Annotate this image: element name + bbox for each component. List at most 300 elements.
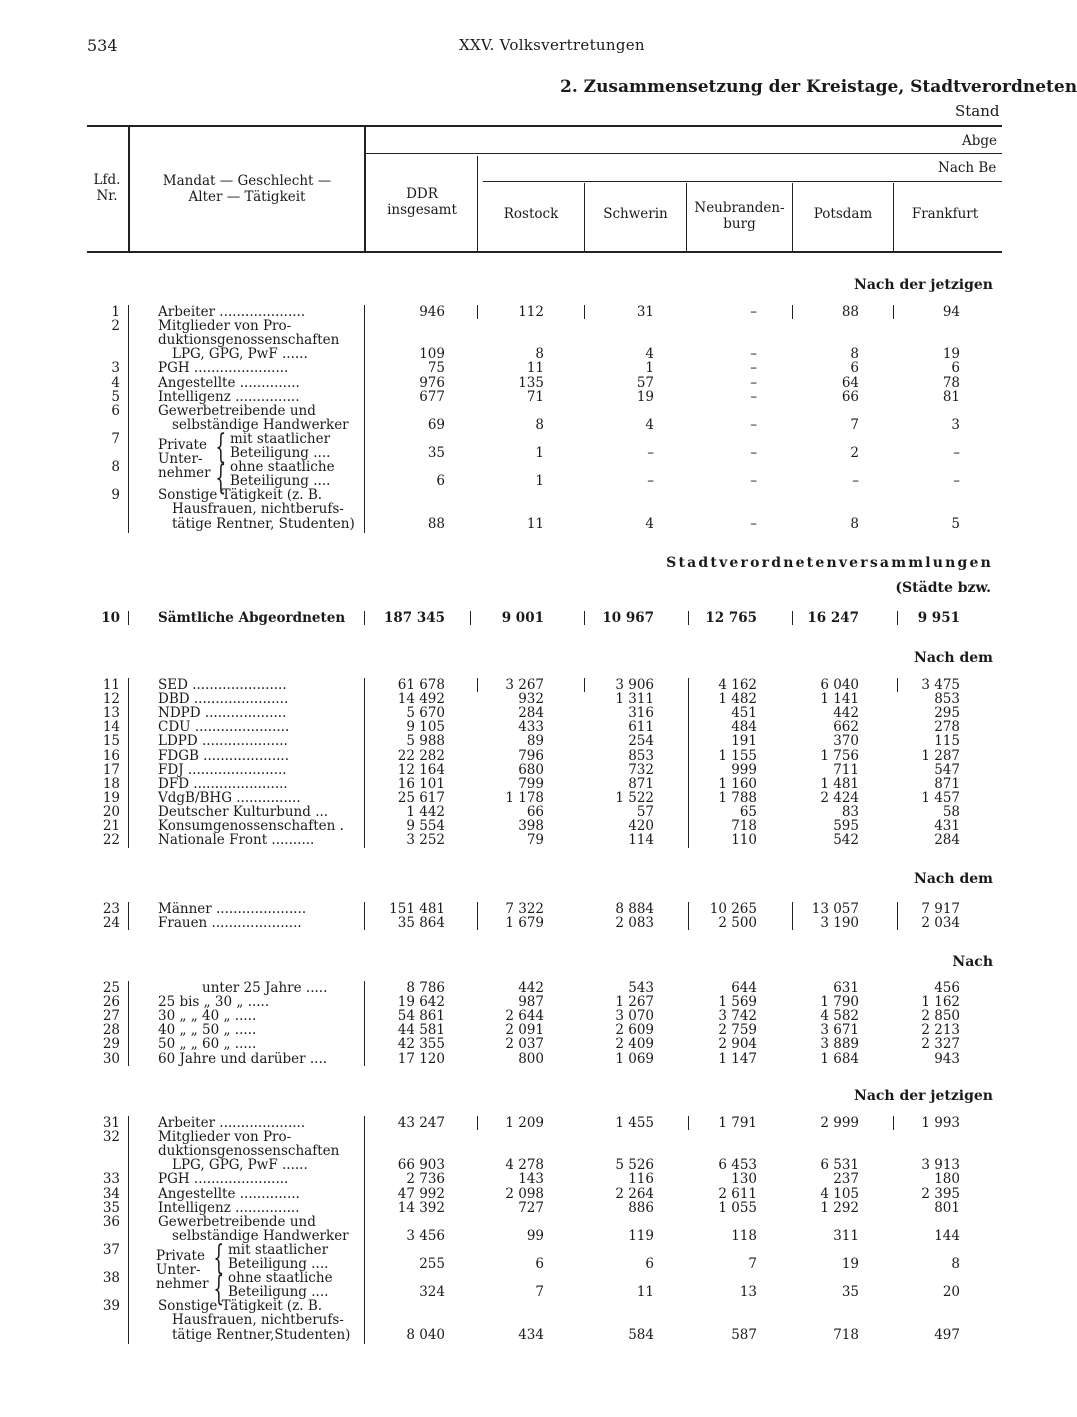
cell-col-3: 4 162: [718, 677, 757, 693]
row-label: Mitglieder von Pro-: [158, 318, 292, 335]
row-label: tätige Rentner, Studenten): [172, 515, 355, 532]
row-number: 24: [102, 915, 120, 931]
table-row: [0, 390, 1024, 404]
header-divider-schwerin: [686, 183, 687, 251]
cell-col-2: 57: [636, 803, 654, 820]
brace-2b: {: [213, 1269, 225, 1309]
cell-col-0: 22 282: [397, 747, 445, 764]
cell-col-0: 14 492: [397, 691, 445, 708]
brace-2a: {: [213, 1238, 225, 1278]
cell-col-0: 17 120: [397, 1050, 445, 1067]
cell-col-0: 44 581: [397, 1022, 445, 1039]
cell-col-2: –: [647, 473, 654, 490]
cell-col-3: –: [750, 374, 757, 391]
table-row: [0, 1229, 1024, 1243]
row-number: 4: [111, 374, 120, 391]
table-row-total: [0, 611, 1024, 625]
row-label: Hausfrauen, nichtberufs-: [172, 501, 344, 518]
cell-col-5: 1 287: [921, 747, 960, 764]
header-col-schwerin: Schwerin: [603, 206, 668, 222]
row-label: Frauen .....................: [158, 915, 302, 931]
cell-col-0: 9 105: [406, 719, 445, 736]
cell-col-5: 801: [934, 1199, 960, 1216]
cell-col-5: 943: [934, 1050, 960, 1067]
cell-col-0: 35 864: [397, 915, 445, 931]
cell-col-5: 7 917: [921, 901, 960, 917]
cell-col-0: 66 903: [397, 1157, 445, 1174]
cell-col-5: 295: [934, 705, 960, 722]
cell-col-5: 3: [951, 416, 960, 433]
cell-col-2: 31: [636, 304, 654, 320]
cell-col-2: 254: [628, 733, 654, 750]
cell-col-1: 135: [518, 374, 544, 391]
table-row: [0, 1243, 1024, 1257]
cell-col-1: 71: [526, 388, 544, 405]
cell-col-4: 662: [833, 719, 859, 736]
row-label: Männer .....................: [158, 901, 307, 917]
cell-col-1: 800: [518, 1050, 544, 1067]
table-row: [0, 1144, 1024, 1158]
cell-col-0: 324: [419, 1284, 445, 1301]
cell-col-4: 1 684: [820, 1050, 859, 1067]
cell-col-2: 11: [636, 1284, 654, 1301]
row-number: 13: [102, 705, 120, 722]
cell-col-0: 19 642: [397, 994, 445, 1011]
cell-col-2: 2 409: [615, 1036, 654, 1053]
header-top-rule: [87, 125, 1002, 127]
cell-col-3: 65: [739, 803, 757, 820]
cell-col-2: 4: [645, 416, 654, 433]
row-number: 27: [102, 1008, 120, 1025]
cell-col-0: 5 988: [406, 733, 445, 750]
cell-col-0: 8 786: [406, 980, 445, 996]
cell-col-4: 16 247: [807, 610, 859, 626]
cell-col-4: 442: [833, 705, 859, 722]
cell-col-3: –: [750, 515, 757, 532]
row-number: 29: [102, 1036, 120, 1053]
row-number: 18: [102, 775, 120, 792]
cell-col-3: 999: [731, 761, 757, 778]
row-label: Sonstige Tätigkeit (z. B.: [158, 487, 323, 504]
row-number: 16: [102, 747, 120, 764]
row-label: duktionsgenossenschaften: [158, 332, 340, 349]
row-number: 17: [102, 761, 120, 778]
cell-col-0: 75: [427, 360, 445, 377]
row-label: FDJ .......................: [158, 761, 287, 778]
row-label: selbständige Handwerker: [172, 416, 349, 433]
table-row: [0, 319, 1024, 333]
cell-col-1: 7 322: [505, 901, 544, 917]
table-row: [0, 333, 1024, 347]
cell-col-0: 255: [419, 1256, 445, 1272]
cell-col-5: 81: [942, 388, 960, 405]
cell-col-5: 20: [942, 1284, 960, 1301]
row-label: DFD ......................: [158, 775, 288, 792]
cell-col-5: 9 951: [917, 610, 960, 626]
cell-col-0: 47 992: [397, 1185, 445, 1202]
cell-col-5: 431: [934, 818, 960, 834]
cell-col-3: 130: [731, 1171, 757, 1188]
section-heading-5: Nach: [952, 954, 993, 970]
table-row: [0, 1172, 1024, 1186]
cell-col-0: 16 101: [397, 775, 445, 792]
cell-col-3: 1 569: [718, 994, 757, 1011]
table-row: [0, 777, 1024, 791]
cell-col-5: 2 034: [921, 915, 960, 931]
header-bottom-rule: [87, 251, 1002, 253]
table-row: [0, 1215, 1024, 1229]
table-row: [0, 488, 1024, 502]
cell-col-3: 644: [731, 980, 757, 996]
table-row: [0, 706, 1024, 720]
row-label: PGH ......................: [158, 360, 289, 377]
cell-col-3: –: [750, 416, 757, 433]
row-number: 38: [102, 1270, 120, 1287]
row-number: 32: [102, 1129, 120, 1146]
table-row: [0, 1271, 1024, 1285]
cell-col-1: 796: [518, 747, 544, 764]
table-row: [0, 749, 1024, 763]
stand-label: Stand: [955, 102, 1000, 120]
row-label: Beteiligung ....: [230, 445, 331, 461]
cell-col-0: 88: [427, 515, 445, 532]
cell-col-3: 118: [731, 1227, 757, 1244]
cell-col-1: 442: [518, 980, 544, 996]
cell-col-5: 497: [934, 1326, 960, 1343]
cell-col-4: 19: [841, 1256, 859, 1272]
cell-col-2: 19: [636, 388, 654, 405]
cell-col-2: 4: [645, 346, 654, 363]
table-row: [0, 805, 1024, 819]
header-abge: Abge: [962, 133, 998, 149]
table-row: [0, 791, 1024, 805]
cell-col-3: 1 055: [718, 1199, 757, 1216]
cell-col-5: 1 993: [921, 1115, 960, 1131]
cell-col-5: 2 327: [921, 1036, 960, 1053]
page-number: 534: [87, 36, 118, 55]
row-label: Gewerbetreibende und: [158, 402, 316, 419]
table-row: [0, 1285, 1024, 1299]
cell-col-0: 976: [419, 374, 445, 391]
cell-col-0: 2 736: [406, 1171, 445, 1188]
row-label: ohne staatliche: [230, 459, 335, 476]
cell-col-0: 677: [419, 388, 445, 405]
cell-col-2: 316: [628, 705, 654, 722]
row-label: Beteiligung ....: [228, 1284, 329, 1301]
cell-col-2: 3 070: [615, 1008, 654, 1025]
row-number: 20: [102, 803, 120, 820]
table-row: [0, 404, 1024, 418]
row-label: Angestellte ..............: [158, 1185, 300, 1202]
cell-col-4: 8: [850, 515, 859, 532]
cell-col-4: 370: [833, 733, 859, 750]
row-label: Intelligenz ...............: [158, 388, 300, 405]
cell-col-5: 78: [942, 374, 960, 391]
row-number: 30: [102, 1050, 120, 1067]
table-row: [0, 1201, 1024, 1215]
cell-col-5: 871: [934, 775, 960, 792]
cell-col-5: 278: [934, 719, 960, 736]
cell-col-4: 595: [833, 818, 859, 834]
header-divider-rostock: [584, 183, 585, 251]
row-number: 34: [102, 1185, 120, 1202]
cell-col-5: 456: [934, 980, 960, 996]
cell-col-0: 35: [427, 445, 445, 461]
cell-col-0: 6: [436, 473, 445, 490]
cell-col-3: 2 500: [718, 915, 757, 931]
cell-col-4: 4 105: [820, 1185, 859, 1202]
section-heading-2b: (Städte bzw.: [895, 580, 991, 596]
row-label: SED ......................: [158, 677, 287, 693]
table-row: [0, 678, 1024, 692]
cell-col-1: 284: [518, 705, 544, 722]
cell-col-1: 2 091: [505, 1022, 544, 1039]
row-label: unter 25 Jahre .....: [202, 980, 328, 996]
table-row: [0, 502, 1024, 516]
row-number: 36: [102, 1213, 120, 1230]
cell-col-3: 10 265: [709, 901, 757, 917]
cell-col-1: 2 644: [505, 1008, 544, 1025]
cell-col-2: 584: [628, 1326, 654, 1343]
section-heading-4: Nach dem: [914, 871, 993, 887]
row-number: 35: [102, 1199, 120, 1216]
cell-col-0: 9 554: [406, 818, 445, 834]
brace-1a: {: [215, 427, 227, 467]
cell-col-0: 42 355: [397, 1036, 445, 1053]
cell-col-0: 61 678: [397, 677, 445, 693]
cell-col-1: 99: [526, 1227, 544, 1244]
cell-col-1: 1: [535, 445, 544, 461]
row-label: LDPD ....................: [158, 733, 288, 750]
row-number: 22: [102, 832, 120, 849]
cell-col-3: –: [750, 360, 757, 377]
cell-col-3: –: [750, 304, 757, 320]
private-label-2: Private Unter- nehmer: [156, 1248, 209, 1292]
cell-col-1: 799: [518, 775, 544, 792]
cell-col-5: –: [953, 473, 960, 490]
cell-col-4: –: [852, 473, 859, 490]
header-nach-be: Nach Be: [938, 160, 997, 176]
table-row: [0, 1187, 1024, 1201]
cell-col-1: 66: [526, 803, 544, 820]
cell-col-5: 853: [934, 691, 960, 708]
row-label: Arbeiter ....................: [158, 304, 306, 320]
cell-col-4: 237: [833, 1171, 859, 1188]
cell-col-2: 6: [645, 1256, 654, 1272]
cell-col-3: 110: [731, 832, 757, 849]
cell-col-3: 1 788: [718, 789, 757, 806]
table-row: [0, 517, 1024, 531]
row-label: Arbeiter ....................: [158, 1115, 306, 1131]
row-label: Nationale Front ..........: [158, 832, 315, 849]
table-row: [0, 763, 1024, 777]
table-row: [0, 819, 1024, 833]
row-number: 28: [102, 1022, 120, 1039]
row-number: 1: [111, 304, 120, 320]
cell-col-1: 11: [526, 360, 544, 377]
cell-col-0: 1 442: [406, 803, 445, 820]
cell-col-1: 987: [518, 994, 544, 1011]
cell-col-1: 1: [535, 473, 544, 490]
cell-col-4: 542: [833, 832, 859, 849]
table-row: [0, 460, 1024, 474]
cell-col-5: 19: [942, 346, 960, 363]
row-number: 7: [111, 430, 120, 447]
cell-col-3: 3 742: [718, 1008, 757, 1025]
table-row: [0, 1257, 1024, 1271]
table-row: [0, 305, 1024, 319]
cell-col-0: 25 617: [397, 789, 445, 806]
cell-col-5: 284: [934, 832, 960, 849]
row-number: 37: [102, 1241, 120, 1258]
cell-col-2: 1 069: [615, 1050, 654, 1067]
row-label: LPG, GPG, PwF ......: [172, 346, 308, 363]
header-divider-potsdam: [893, 183, 894, 251]
row-number: 31: [102, 1115, 120, 1131]
cell-col-0: 14 392: [397, 1199, 445, 1216]
cell-col-4: 2 999: [820, 1115, 859, 1131]
section-heading-6: Nach der jetzigen: [854, 1088, 993, 1104]
cell-col-4: 6 040: [820, 677, 859, 693]
cell-col-2: 1: [645, 360, 654, 377]
cell-col-4: 1 790: [820, 994, 859, 1011]
cell-col-1: 2 098: [505, 1185, 544, 1202]
cell-col-4: 2: [850, 445, 859, 461]
row-number: 39: [102, 1298, 120, 1315]
cell-col-3: 2 904: [718, 1036, 757, 1053]
cell-col-4: 1 756: [820, 747, 859, 764]
cell-col-5: 2 213: [921, 1022, 960, 1039]
cell-col-1: 8: [535, 346, 544, 363]
cell-col-2: 732: [628, 761, 654, 778]
cell-col-2: 8 884: [615, 901, 654, 917]
row-label: PGH ......................: [158, 1171, 289, 1188]
table-title: 2. Zusammensetzung der Kreistage, Stadtverordneten: [560, 77, 1077, 97]
table-row: [0, 376, 1024, 390]
row-label: VdgB/BHG ...............: [158, 789, 301, 806]
row-label: Beteiligung ....: [230, 473, 331, 490]
cell-col-3: 191: [731, 733, 757, 750]
cell-col-3: –: [750, 445, 757, 461]
row-label: Mitglieder von Pro-: [158, 1129, 292, 1146]
cell-col-2: 853: [628, 747, 654, 764]
cell-col-1: 7: [535, 1284, 544, 1301]
cell-col-4: 2 424: [820, 789, 859, 806]
cell-col-4: 311: [833, 1227, 859, 1244]
row-label: 30 „ „ 40 „ .....: [158, 1008, 257, 1025]
cell-col-4: 13 057: [811, 901, 859, 917]
row-label: Deutscher Kulturbund ...: [158, 803, 329, 820]
cell-col-2: 420: [628, 818, 654, 834]
cell-col-5: –: [953, 445, 960, 461]
cell-col-1: 89: [526, 733, 544, 750]
section-heading-2: Stadtverordnetenversammlungen: [666, 555, 993, 571]
cell-col-4: 711: [833, 761, 859, 778]
row-number: 14: [102, 719, 120, 736]
brace-1b: {: [215, 458, 227, 498]
cell-col-1: 8: [535, 416, 544, 433]
cell-col-1: 680: [518, 761, 544, 778]
header-col-neubrandenburg: Neubranden- burg: [694, 200, 785, 232]
row-number: 11: [102, 677, 120, 693]
cell-col-3: 12 765: [705, 610, 757, 626]
header-lfd-nr: Lfd. Nr.: [93, 172, 121, 204]
row-number: 23: [102, 901, 120, 917]
cell-col-0: 3 456: [406, 1227, 445, 1244]
cell-col-0: 187 345: [383, 610, 445, 626]
header-col-frankfurt: Frankfurt: [911, 206, 979, 222]
cell-col-3: 484: [731, 719, 757, 736]
row-number: 19: [102, 789, 120, 806]
header-divider-mandat: [364, 127, 366, 251]
cell-col-3: 2 611: [718, 1185, 757, 1202]
cell-col-2: 1 522: [615, 789, 654, 806]
header-divider-neubrandenburg: [792, 183, 793, 251]
cell-col-3: 1 791: [718, 1115, 757, 1131]
row-label: CDU ......................: [158, 719, 290, 736]
header-divider-ddr: [477, 156, 478, 251]
cell-col-3: 1 147: [718, 1050, 757, 1067]
table-row: [0, 902, 1024, 916]
cell-col-5: 3 913: [921, 1157, 960, 1174]
row-label: 25 bis „ 30 „ .....: [158, 994, 270, 1011]
cell-col-4: 88: [841, 304, 859, 320]
cell-col-4: 1 481: [820, 775, 859, 792]
table-row: [0, 432, 1024, 446]
cell-col-3: 13: [739, 1284, 757, 1301]
row-number: 3: [111, 360, 120, 377]
table-row: [0, 446, 1024, 460]
row-label: Gewerbetreibende und: [158, 1213, 316, 1230]
cell-col-1: 932: [518, 691, 544, 708]
cell-col-3: 7: [748, 1256, 757, 1272]
row-number: 2: [111, 318, 120, 335]
row-number: 33: [102, 1171, 120, 1188]
cell-col-5: 115: [934, 733, 960, 750]
cell-col-4: 3 889: [820, 1036, 859, 1053]
cell-col-5: 6: [951, 360, 960, 377]
cell-col-3: 2 759: [718, 1022, 757, 1039]
row-number: 10: [101, 610, 120, 626]
row-label: NDPD ...................: [158, 705, 287, 722]
row-label: Beteiligung ....: [228, 1256, 329, 1272]
table-row: [0, 1052, 1024, 1066]
header-nachbe-rule: [483, 181, 1002, 182]
cell-col-2: 119: [628, 1227, 654, 1244]
row-label: Konsumgenossenschaften .: [158, 818, 344, 834]
cell-col-4: 35: [841, 1284, 859, 1301]
cell-col-2: 114: [628, 832, 654, 849]
cell-col-2: 1 267: [615, 994, 654, 1011]
cell-col-5: 1 162: [921, 994, 960, 1011]
table-row: [0, 734, 1024, 748]
cell-col-5: 547: [934, 761, 960, 778]
cell-col-2: 116: [628, 1171, 654, 1188]
cell-col-4: 8: [850, 346, 859, 363]
cell-col-4: 64: [841, 374, 859, 391]
table-row: [0, 347, 1024, 361]
cell-col-1: 112: [518, 304, 544, 320]
row-number: 6: [111, 402, 120, 419]
cell-col-1: 433: [518, 719, 544, 736]
cell-col-4: 1 141: [820, 691, 859, 708]
row-label: 50 „ „ 60 „ .....: [158, 1036, 257, 1053]
cell-col-1: 9 001: [501, 610, 544, 626]
cell-col-4: 631: [833, 980, 859, 996]
cell-col-2: 57: [636, 374, 654, 391]
table-row: [0, 1116, 1024, 1130]
cell-col-1: 3 267: [505, 677, 544, 693]
